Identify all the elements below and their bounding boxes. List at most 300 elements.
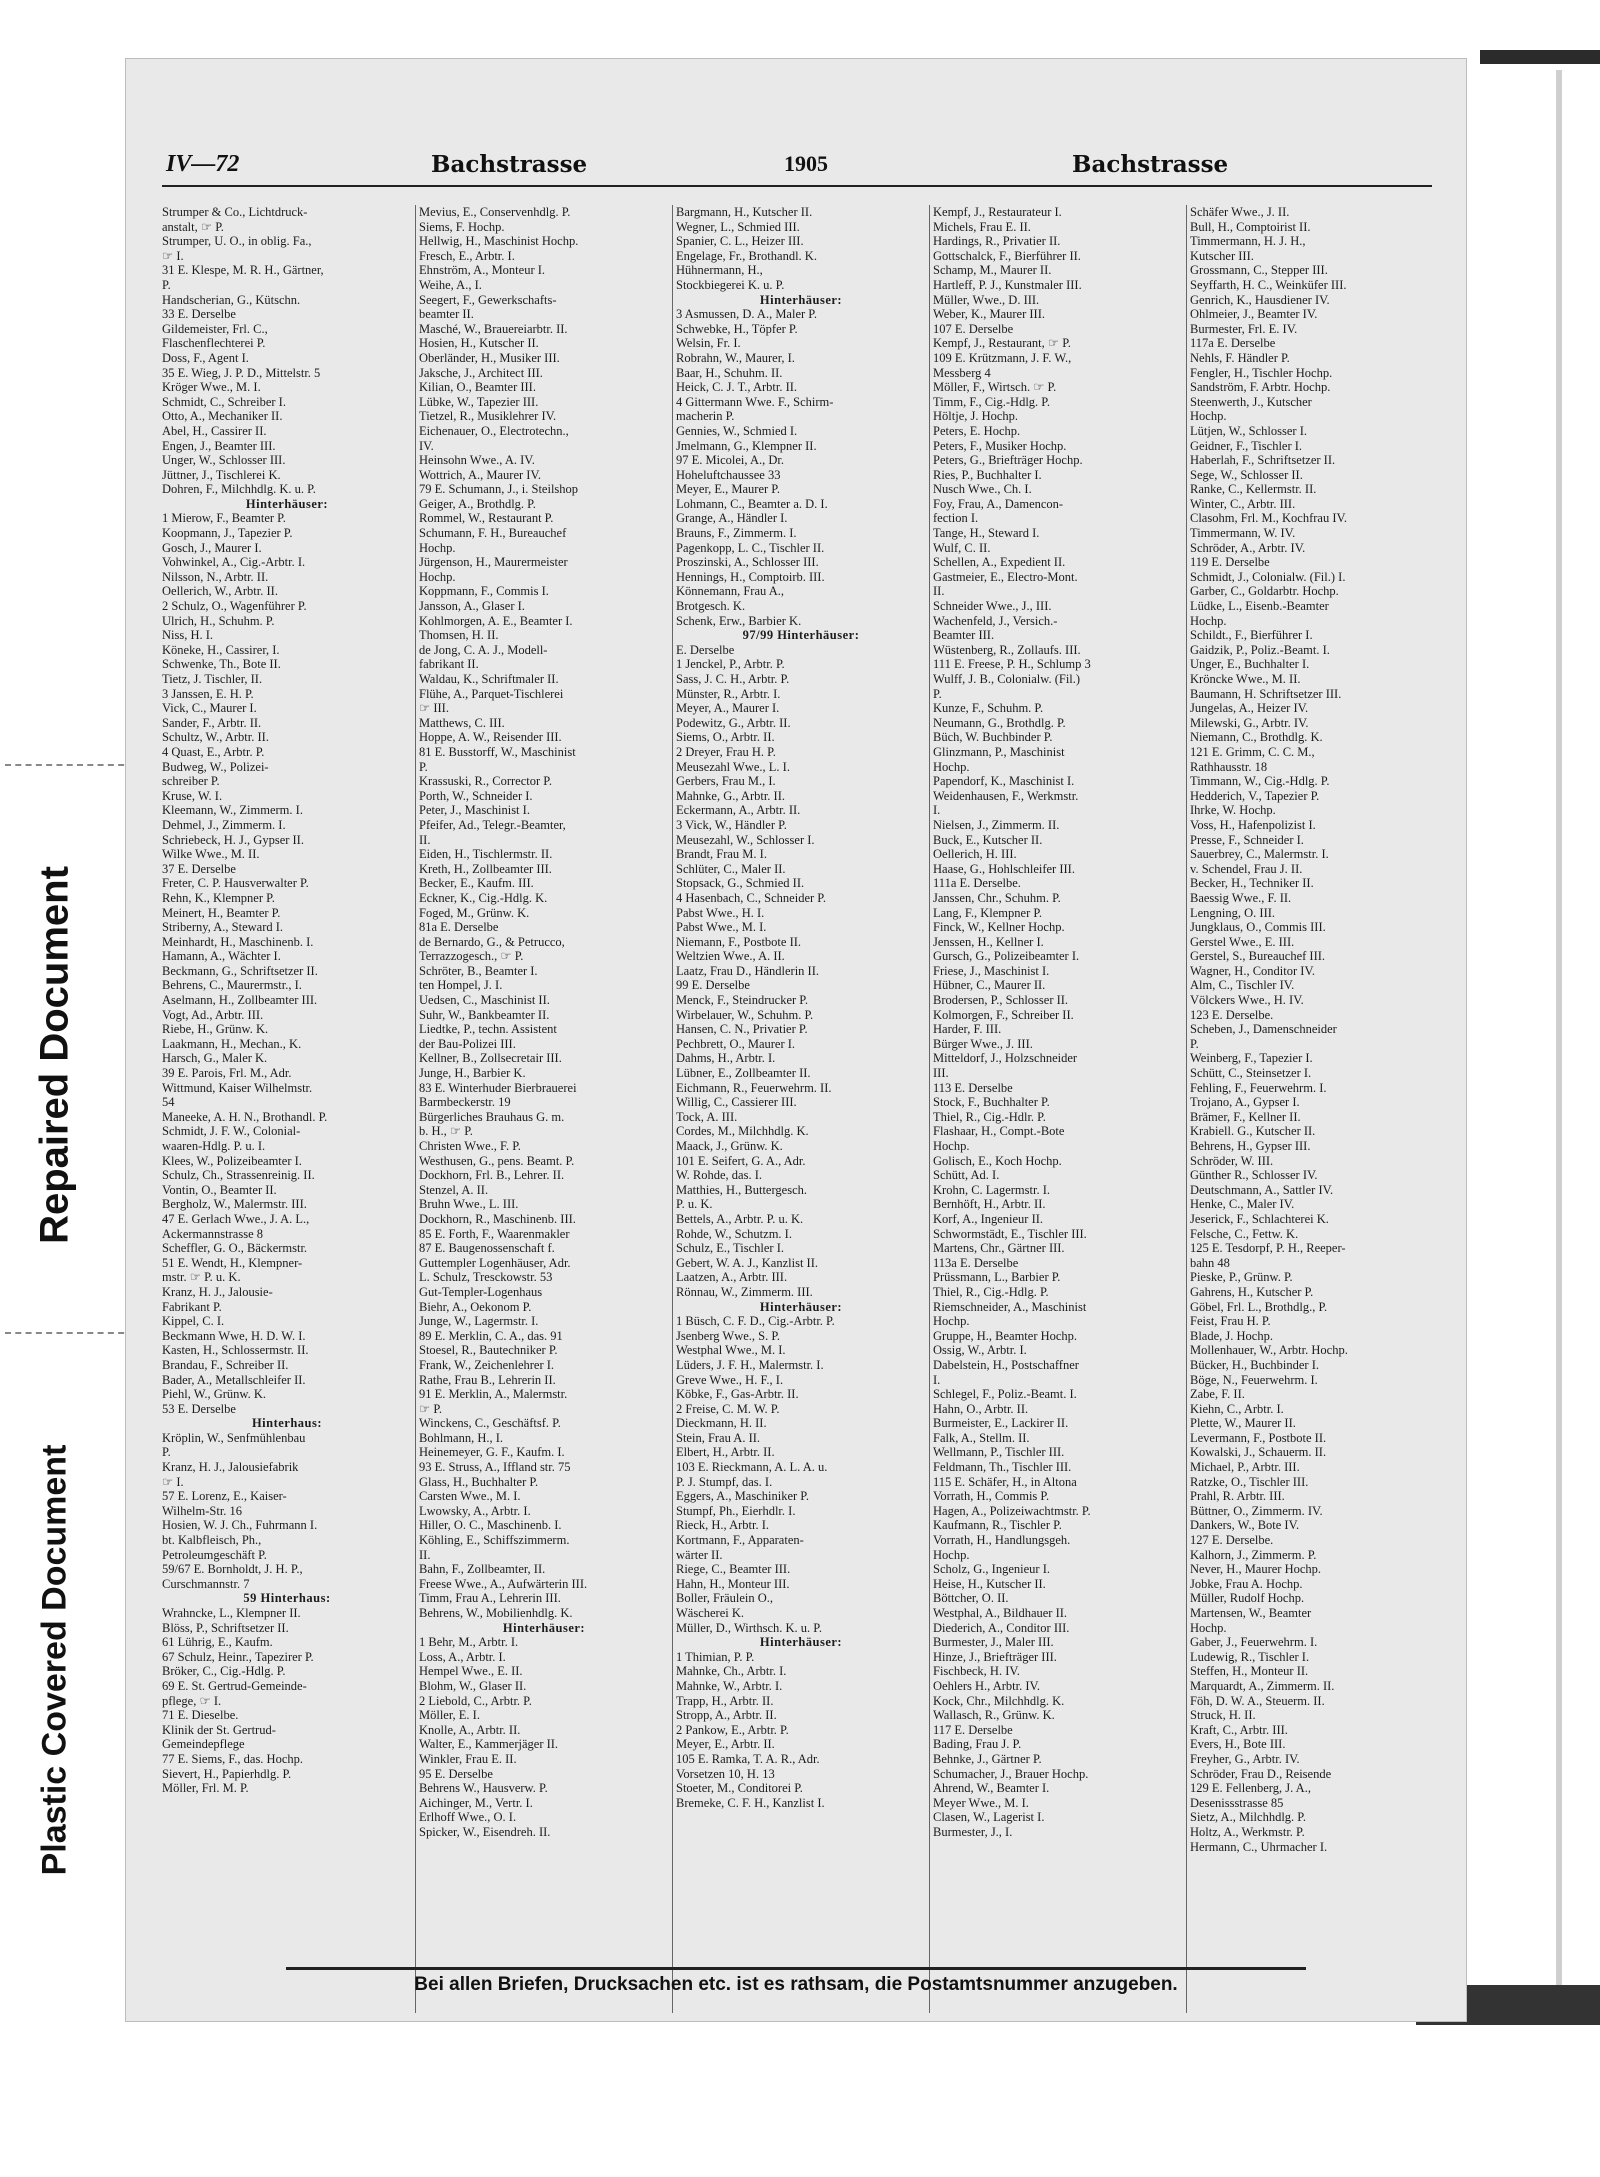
directory-entry: Ossig, W., Arbtr. I. (933, 1343, 1027, 1358)
directory-entry: 59 Hinterhaus: (243, 1591, 331, 1606)
directory-entry: Schriebeck, H. J., Gypser II. (162, 832, 304, 847)
directory-entry: Bruhn Wwe., L. III. (419, 1197, 519, 1212)
directory-entry: 53 E. Derselbe (162, 1401, 236, 1416)
directory-entry: Greve Wwe., H. F., I. (676, 1372, 784, 1387)
directory-entry: P. (162, 1445, 171, 1460)
directory-entry: Voss, H., Hafenpolizist I. (1190, 817, 1316, 832)
directory-entry: 97/99 Hinterhäuser: (742, 628, 860, 643)
directory-column-1 (162, 205, 412, 2013)
directory-entry: P. (162, 277, 171, 292)
directory-entry: Kellner, B., Zollsecretair III. (419, 1051, 562, 1066)
directory-entry: Westphal, A., Bildhauer II. (933, 1606, 1068, 1620)
directory-entry: Jürgenson, H., Maurermeister (419, 555, 568, 570)
directory-entry: Steenwerth, J., Kutscher (1190, 394, 1312, 409)
directory-entry: Stopsack, G., Schmied II. (676, 876, 805, 891)
directory-entry: Wulf, C. II. (933, 540, 991, 555)
directory-entry: 113 E. Derselbe (933, 1080, 1013, 1095)
directory-entry: Schumacher, J., Brauer Hochp. (933, 1766, 1089, 1781)
directory-entry: Scholz, G., Ingenieur I. (933, 1562, 1050, 1577)
directory-entry: de Bernardo, G., & Petrucco, (419, 934, 565, 949)
directory-entry: Eichenauer, O., Electrotechn., (419, 423, 569, 438)
column-divider (415, 205, 416, 2013)
directory-entry: Dahms, H., Arbtr. I. (676, 1051, 776, 1066)
directory-column-4 (933, 205, 1183, 2013)
directory-entry: Felsche, C., Fettw. K. (1190, 1226, 1299, 1241)
directory-entry: Schwormstädt, E., Tischler III. (933, 1226, 1087, 1241)
directory-entry: Bremeke, C. F. H., Kanzlist I. (676, 1795, 825, 1810)
directory-entry: Flaschenflechterei P. (162, 336, 266, 351)
directory-entry: Hinterhaus: (251, 1416, 323, 1431)
directory-entry: Kruse, W. I. (162, 788, 223, 803)
year-heading: 1905 (784, 151, 828, 176)
directory-entry: 57 E. Lorenz, E., Kaiser- (162, 1489, 287, 1504)
directory-entry: Schellen, A., Expedient II. (933, 555, 1066, 570)
directory-entry: Schulz, Ch., Strassenreinig. II. (162, 1168, 315, 1183)
directory-entry: Hochp. (1190, 1620, 1227, 1635)
directory-entry: Schwenke, Th., Bote II. (162, 657, 281, 672)
directory-entry: 1 Behr, M., Arbtr. I. (419, 1635, 519, 1650)
directory-entry: Möller, Frl. M. P. (162, 1781, 249, 1796)
directory-page (125, 58, 1467, 2022)
directory-entry: Eckermann, A., Arbtr. II. (676, 803, 801, 818)
directory-entry: Heick, C. J. T., Arbtr. II. (676, 380, 798, 395)
directory-entry: 1 Mierow, F., Beamter P. (162, 511, 286, 526)
directory-entry: Ahrend, W., Beamter I. (933, 1781, 1050, 1796)
directory-entry: Schlüter, C., Maler II. (676, 861, 786, 876)
directory-entry: Sievert, H., Papierhdlg. P. (162, 1766, 292, 1781)
directory-entry: 123 E. Derselbe. (1190, 1007, 1274, 1022)
directory-entry: Schröder, A., Arbtr. IV. (1190, 540, 1306, 555)
directory-entry: Tietzel, R., Musiklehrer IV. (419, 409, 557, 424)
directory-entry: Haberlah, F., Schriftsetzer II. (1190, 453, 1336, 468)
directory-entry: Kiehn, C., Arbtr. I. (1190, 1401, 1284, 1416)
directory-entry: Presse, F., Schneider I. (1190, 832, 1304, 847)
directory-entry: Baessig Wwe., F. II. (1190, 890, 1292, 905)
directory-entry: 111a E. Derselbe. (933, 876, 1021, 891)
directory-entry: Bargmann, H., Kutscher II. (676, 205, 813, 219)
directory-entry: Scheffler, G. O., Bäckermstr. (162, 1241, 308, 1256)
directory-entry: L. Schulz, Tresckowstr. 53 (419, 1270, 553, 1285)
directory-entry: Foy, Frau, A., Damencon- (933, 496, 1064, 511)
directory-entry: Lütjen, W., Schlosser I. (1190, 423, 1308, 438)
directory-entry: Laakmann, H., Mechan., K. (162, 1036, 302, 1051)
directory-entry: Peters, E. Hochp. (933, 423, 1021, 438)
directory-entry: Hennings, H., Comptoirb. III. (676, 569, 825, 584)
directory-entry: Sandström, F. Arbtr. Hochp. (1190, 380, 1331, 395)
directory-entry: Bürger Wwe., J. III. (933, 1036, 1033, 1051)
directory-entry: 3 Asmussen, D. A., Maler P. (676, 307, 817, 322)
directory-entry: Curschmannstr. 7 (162, 1576, 250, 1591)
directory-entry: Gut-Templer-Logenhaus (419, 1284, 543, 1299)
directory-entry: Behnke, J., Gärtner P. (933, 1751, 1042, 1766)
directory-entry: Willig, C., Cassierer III. (676, 1095, 797, 1110)
directory-entry: Jsenberg Wwe., S. P. (676, 1328, 781, 1343)
directory-entry: Hahn, H., Monteur III. (676, 1576, 790, 1591)
directory-entry: 1 Thimian, P. P. (676, 1649, 755, 1664)
scan-edge (1556, 70, 1562, 2020)
directory-entry: 113a E. Derselbe (933, 1255, 1019, 1270)
directory-entry: Dockhorn, Frl. B., Lehrer. II. (419, 1168, 565, 1183)
directory-entry: Hochp. (1190, 613, 1227, 628)
directory-entry: Kolmorgen, F., Schreiber II. (933, 1007, 1074, 1022)
directory-entry: Rohde, W., Schutzm. I. (676, 1226, 792, 1241)
directory-entry: 3 Vick, W., Händler P. (676, 817, 787, 832)
directory-entry: Müller, Wwe., D. III. (933, 292, 1040, 307)
directory-entry: Peters, F., Musiker Hochp. (933, 438, 1067, 453)
directory-entry: Grossmann, C., Stepper III. (1190, 263, 1328, 278)
directory-entry: Hempel Wwe., E. II. (419, 1664, 523, 1679)
footer-notice: Bei allen Briefen, Drucksachen etc. ist es rathsam, die Postamtsnummer anzugeben. (414, 1974, 1178, 1995)
directory-entry: Unger, E., Buchhalter I. (1190, 657, 1310, 672)
directory-entry: Welsin, Fr. I. (676, 336, 741, 351)
directory-entry: Kranz, H. J., Jalousiefabrik (162, 1460, 299, 1475)
directory-entry: Lübner, E., Zollbeamter II. (676, 1066, 811, 1081)
directory-entry: Krohn, C. Lagermstr. I. (933, 1182, 1050, 1197)
directory-entry: Junge, H., Barbier K. (419, 1066, 526, 1081)
directory-column-5 (1190, 205, 1432, 2013)
directory-entry: Schlegel, F., Poliz.-Beamt. I. (933, 1387, 1077, 1402)
directory-entry: Hartleff, P. J., Kunstmaler III. (933, 277, 1082, 292)
directory-entry: Kempf, J., Restaurant, ☞ P. (933, 336, 1071, 351)
directory-entry: Köhling, E., Schiffszimmerm. (419, 1533, 570, 1548)
directory-entry: Wellmann, P., Tischler III. (933, 1445, 1065, 1460)
directory-entry: Gemeindepflege (162, 1737, 245, 1752)
directory-entry: Golisch, E., Koch Hochp. (933, 1153, 1062, 1168)
directory-entry: Lohmann, C., Beamter a. D. I. (676, 496, 828, 511)
directory-entry: Steffen, H., Monteur II. (1190, 1664, 1309, 1679)
directory-entry: Ackermannstrasse 8 (162, 1226, 264, 1241)
directory-entry: Kaufmann, R., Tischler P. (933, 1518, 1062, 1533)
directory-entry: 3 Janssen, E. H. P. (162, 686, 254, 701)
directory-column-3 (676, 205, 926, 2013)
directory-entry: Niemann, F., Postbote II. (676, 934, 802, 949)
directory-entry: Hochp. (933, 1139, 970, 1153)
directory-entry: Stoesel, R., Bautechniker P. (419, 1343, 558, 1358)
directory-entry: Winckens, C., Geschäftsf. P. (419, 1416, 561, 1431)
directory-entry: Doss, F., Agent I. (162, 350, 249, 365)
directory-entry: Eggers, A., Maschiniker P. (676, 1489, 809, 1504)
directory-entry: Fresch, E., Arbtr. I. (419, 248, 515, 263)
directory-entry: Korf, A., Ingenieur II. (933, 1211, 1044, 1226)
directory-entry: der Bau-Polizei III. (419, 1036, 516, 1051)
directory-entry: Nehls, F. Händler P. (1190, 350, 1290, 365)
directory-entry: Kasten, H., Schlossermstr. II. (162, 1343, 309, 1358)
directory-entry: Struck, H. II. (1190, 1708, 1256, 1723)
directory-entry: Schumann, F. H., Bureauchef (419, 526, 567, 541)
directory-entry: Scheben, J., Damenschneider (1190, 1022, 1337, 1037)
directory-entry: Brauns, F., Zimmerm. I. (676, 526, 797, 541)
directory-entry: Pieske, P., Grünw. P. (1190, 1270, 1293, 1285)
directory-entry: Brotgesch. K. (676, 599, 746, 614)
directory-entry: Eiden, H., Tischlermstr. II. (419, 847, 553, 862)
directory-entry: Burmester, J., I. (933, 1824, 1013, 1839)
directory-entry: Burmester, Frl. E. IV. (1190, 321, 1298, 336)
directory-entry: Hochp. (1190, 409, 1227, 424)
directory-entry: Timmermann, W. IV. (1190, 526, 1296, 541)
directory-entry: Oellerich, H. III. (933, 847, 1017, 862)
directory-entry: Hochp. (419, 540, 456, 555)
directory-entry: ☞ III. (419, 701, 449, 716)
directory-entry: Nilsson, N., Arbtr. II. (162, 569, 269, 584)
directory-entry: 121 E. Grimm, C. C. M., (1190, 744, 1315, 759)
directory-entry: Kock, Chr., Milchhdlg. K. (933, 1693, 1065, 1708)
directory-entry: Göbel, Frl. L., Brothdlg., P. (1190, 1299, 1328, 1314)
directory-entry: Schmidt, J. F. W., Colonial- (162, 1124, 301, 1139)
directory-entry: 31 E. Klespe, M. R. H., Gärtner, (162, 263, 324, 278)
directory-entry: Rieck, H., Arbtr. I. (676, 1518, 770, 1533)
directory-entry: 59/67 E. Bornholdt, J. H. P., (162, 1562, 303, 1577)
directory-entry: Brandt, Frau M. I. (676, 847, 767, 862)
directory-entry: ☞ P. (419, 1401, 443, 1416)
directory-entry: Uedsen, C., Maschinist II. (419, 993, 550, 1008)
directory-entry: Mitteldorf, J., Holzschneider (933, 1051, 1078, 1066)
directory-entry: Höltje, J. Hochp. (933, 409, 1019, 424)
directory-entry: Seyffarth, H. C., Weinküfer III. (1190, 277, 1347, 292)
directory-entry: Sietz, A., Milchhdlg. P. (1190, 1810, 1306, 1825)
directory-entry: mstr. ☞ P. u. K. (162, 1270, 241, 1285)
directory-entry: Dohren, F., Milchhdlg. K. u. P. (162, 482, 316, 497)
directory-entry: Hinterhäuser: (245, 496, 329, 511)
directory-entry: Hahn, O., Arbtr. II. (933, 1401, 1029, 1416)
directory-entry: Büttner, O., Zimmerm. IV. (1190, 1503, 1323, 1518)
directory-entry: pflege, ☞ I. (162, 1693, 222, 1708)
directory-entry: Meyer Wwe., M. I. (933, 1795, 1029, 1810)
directory-entry: Spanier, C. L., Heizer III. (676, 234, 804, 249)
directory-entry: Glinzmann, P., Maschinist (933, 744, 1065, 759)
directory-entry: Kröplin, W., Senfmühlenbau (162, 1430, 306, 1445)
directory-entry: Winkler, Frau E. II. (419, 1751, 517, 1766)
directory-entry: Westhusen, G., pens. Beamt. P. (419, 1153, 575, 1168)
directory-entry: 4 Hasenbach, C., Schneider P. (676, 890, 826, 905)
directory-entry: ☞ I. (162, 248, 184, 263)
directory-entry: Tange, H., Steward I. (933, 526, 1040, 541)
directory-entry: Dankers, W., Bote IV. (1190, 1518, 1300, 1533)
repaired-document-label: Repaired Document (32, 866, 77, 1244)
directory-entry: Hinterhäuser: (759, 1635, 843, 1650)
directory-entry: Pechbrett, O., Maurer I. (676, 1036, 796, 1051)
directory-entry: Tietz, J. Tischler, II. (162, 672, 263, 686)
directory-entry: Harsch, G., Maler K. (162, 1051, 268, 1066)
directory-entry: Schildt., F., Bierführer I. (1190, 628, 1313, 643)
directory-entry: de Jong, C. A. J., Modell- (419, 642, 548, 657)
directory-entry: Stein, Frau A. II. (676, 1430, 761, 1445)
directory-entry: Winter, C., Arbtr. III. (1190, 496, 1296, 511)
directory-entry: 129 E. Fellenberg, J. A., (1190, 1781, 1311, 1796)
directory-entry: Pagenkopp, L. C., Tischler II. (676, 540, 825, 555)
directory-entry: Gruppe, H., Beamter Hochp. (933, 1328, 1078, 1343)
directory-entry: Blöss, P., Schriftsetzer II. (162, 1620, 289, 1635)
directory-entry: Feldmann, Th., Tischler III. (933, 1460, 1072, 1475)
directory-entry: Riemschneider, A., Maschinist (933, 1299, 1087, 1314)
directory-entry: Beckmann Wwe, H. D. W. I. (162, 1328, 306, 1343)
directory-entry: Kraft, C., Arbtr. III. (1190, 1722, 1288, 1737)
street-heading-left: Bachstrasse (431, 151, 588, 178)
directory-entry: 117a E. Derselbe (1190, 336, 1276, 351)
directory-entry: Heise, H., Kutscher II. (933, 1576, 1046, 1591)
directory-entry: Klees, W., Polizeibeamter I. (162, 1153, 302, 1168)
directory-entry: 89 E. Merklin, C. A., das. 91 (419, 1328, 563, 1343)
directory-entry: Thiel, R., Cig.-Hdlr. P. (933, 1109, 1046, 1124)
directory-entry: Wagner, H., Conditor IV. (1190, 963, 1315, 978)
directory-entry: Schenk, Erw., Barbier K. (676, 613, 802, 628)
directory-entry: 2 Dreyer, Frau H. P. (676, 744, 776, 759)
directory-entry: Hagen, A., Polizeiwachtmstr. P. (933, 1503, 1091, 1518)
directory-entry: Alm, C., Tischler IV. (1190, 978, 1295, 993)
directory-entry: Wäscherei K. (676, 1606, 745, 1620)
directory-entry: Timmann, W., Cig.-Hdlg. P. (1190, 774, 1330, 789)
directory-entry: Stock, F., Buchhalter P. (933, 1095, 1050, 1110)
directory-entry: Münster, R., Arbtr. I. (676, 686, 781, 701)
directory-entry: Laatz, Frau D., Händlerin II. (676, 963, 819, 978)
directory-entry: Fabrikant P. (162, 1299, 222, 1314)
directory-entry: Jungklaus, O., Commis III. (1190, 920, 1326, 935)
directory-entry: Strumper, U. O., in oblig. Fa., (162, 234, 312, 249)
directory-entry: Kalhorn, J., Zimmerm. P. (1190, 1547, 1317, 1562)
directory-entry: Jeserick, F., Schlachterei K. (1190, 1211, 1329, 1226)
directory-entry: Engelage, Fr., Brothandl. K. (676, 248, 817, 263)
footer-rule (286, 1967, 1306, 1970)
directory-entry: Flashaar, H., Compt.-Bote (933, 1124, 1065, 1139)
directory-entry: Gildemeister, Frl. C., (162, 321, 268, 336)
directory-entry: Könnemann, Frau A., (676, 584, 784, 599)
directory-entry: Jüttner, J., Tischlerei K. (162, 467, 281, 482)
directory-entry: Peter, J., Maschinist I. (419, 803, 530, 818)
directory-entry: Desenissstrasse 85 (1190, 1795, 1284, 1810)
directory-entry: Ehnström, A., Monteur I. (419, 263, 546, 278)
directory-entry: Köneke, H., Cassirer, I. (162, 642, 280, 657)
directory-entry: Engen, J., Beamter III. (162, 438, 276, 453)
directory-entry: Levermann, F., Postbote II. (1190, 1430, 1327, 1445)
directory-entry: Gottschalck, F., Bierführer II. (933, 248, 1081, 263)
directory-entry: Pabst Wwe., M. I. (676, 920, 767, 935)
directory-entry: Finck, W., Kellner Hochp. (933, 920, 1065, 935)
directory-column-2 (419, 205, 669, 2013)
directory-entry: Gerbers, Frau M., I. (676, 774, 776, 789)
directory-entry: Loss, A., Arbtr. I. (419, 1649, 506, 1664)
directory-entry: Hardings, R., Privatier II. (933, 234, 1061, 249)
directory-entry: III. (933, 1066, 949, 1081)
directory-entry: Bading, Frau J. P. (933, 1737, 1022, 1752)
directory-entry: Zabe, F. II. (1190, 1387, 1245, 1402)
directory-entry: Günther R., Schlosser IV. (1190, 1168, 1318, 1183)
directory-entry: Koppmann, F., Commis I. (419, 584, 549, 599)
directory-entry: Möller, E. I. (419, 1708, 480, 1723)
directory-entry: Nielsen, J., Zimmerm. II. (933, 817, 1060, 832)
directory-entry: Handscherian, G., Kütschn. (162, 292, 301, 307)
directory-entry: Trapp, H., Arbtr. II. (676, 1693, 774, 1708)
directory-entry: Knolle, A., Arbtr. II. (419, 1722, 521, 1737)
directory-entry: 83 E. Winterhuder Bierbrauerei (419, 1080, 577, 1095)
directory-entry: Maneeke, A. H. N., Brothandl. P. (162, 1109, 328, 1124)
directory-entry: Messberg 4 (933, 365, 991, 380)
directory-entry: Wottrich, A., Maurer IV. (419, 467, 542, 482)
directory-entry: Stockbiegerei K. u. P. (676, 277, 785, 292)
directory-entry: Seegert, F., Gewerkschafts- (419, 292, 557, 307)
directory-entry: Dabelstein, H., Postschaffner (933, 1357, 1079, 1372)
directory-entry: v. Schendel, Frau J. II. (1190, 861, 1303, 876)
directory-entry: Harder, F. III. (933, 1022, 1002, 1037)
directory-entry: Rommel, W., Restaurant P. (419, 511, 554, 526)
directory-entry: Geidner, F., Tischler I. (1190, 438, 1303, 453)
directory-entry: Ulrich, H., Schuhm. P. (162, 613, 275, 628)
directory-entry: Nusch Wwe., Ch. I. (933, 482, 1032, 497)
directory-entry: Elbert, H., Arbtr. II. (676, 1445, 775, 1460)
directory-entry: Feist, Frau H. P. (1190, 1314, 1271, 1329)
directory-entry: 37 E. Derselbe (162, 861, 236, 876)
directory-entry: Robrahn, W., Maurer, I. (676, 350, 795, 365)
directory-entry: Mahnke, Ch., Arbtr. I. (676, 1664, 787, 1679)
directory-entry: Jaksche, J., Architect III. (419, 365, 543, 380)
directory-entry: Evers, H., Bote III. (1190, 1737, 1286, 1752)
directory-entry: Waldau, K., Schriftmaler II. (419, 672, 559, 686)
directory-entry: Matthews, C. III. (419, 715, 505, 730)
directory-entry: Hühnermann, H., (676, 263, 763, 278)
directory-entry: Riebe, H., Grünw. K. (162, 1022, 269, 1037)
directory-entry: Foged, M., Grünw. K. (419, 905, 530, 920)
directory-entry: b. H., ☞ P. (419, 1124, 473, 1139)
scan-edge-bar (1480, 50, 1600, 64)
directory-entry: Guttempler Logenhäuser, Adr. (419, 1255, 571, 1270)
directory-entry: Abel, H., Cassirer II. (162, 423, 267, 438)
directory-entry: Jenssen, H., Kellner I. (933, 934, 1044, 949)
directory-entry: Budweg, W., Polizei- (162, 759, 269, 774)
directory-entry: Bürgerliches Brauhaus G. m. (419, 1109, 565, 1124)
directory-entry: Piehl, W., Grünw. K. (162, 1387, 267, 1402)
directory-entry: Hochp. (933, 759, 970, 774)
directory-entry: Lengning, O. III. (1190, 905, 1276, 920)
directory-entry: Matthies, H., Buttergesch. (676, 1182, 807, 1197)
directory-entry: Fischbeck, H. IV. (933, 1664, 1020, 1679)
directory-entry: 4 Gittermann Wwe. F., Schirm- (676, 394, 834, 409)
directory-entry: Gebert, W. A. J., Kanzlist II. (676, 1255, 818, 1270)
directory-entry: Porth, W., Schneider I. (419, 788, 533, 803)
directory-entry: Gastmeier, E., Electro-Mont. (933, 569, 1078, 584)
directory-entry: Siems, F. Hochp. (419, 219, 505, 234)
directory-entry: Gahrens, H., Kutscher P. (1190, 1284, 1314, 1299)
column-divider (1186, 205, 1187, 2013)
directory-entry: Dehmel, J., Zimmerm. I. (162, 817, 286, 832)
directory-entry: 111 E. Freese, P. H., Schlump 3 (933, 657, 1091, 672)
directory-entry: Meusezahl, W., Schlosser I. (676, 832, 815, 847)
directory-entry: Büch, W. Buchbinder P. (933, 730, 1053, 745)
directory-entry: Wilhelm-Str. 16 (162, 1503, 243, 1518)
directory-entry: Jmelmann, G., Klempner II. (676, 438, 817, 453)
directory-entry: Becker, H., Techniker II. (1190, 876, 1314, 891)
directory-entry: Timmermann, H. J. H., (1190, 234, 1306, 249)
directory-entry: Gursch, G., Polizeibeamter I. (933, 949, 1080, 964)
directory-entry: P. J. Stumpf, das. I. (676, 1474, 773, 1489)
directory-entry: Never, H., Maurer Hochp. (1190, 1562, 1322, 1577)
directory-entry: Schamp, M., Maurer II. (933, 263, 1052, 278)
directory-entry: 35 E. Wieg, J. P. D., Mittelstr. 5 (162, 365, 321, 380)
directory-entry: Bröker, C., Cig.-Hdlg. P. (162, 1664, 286, 1679)
directory-entry: Janssen, Chr., Schuhm. P. (933, 890, 1061, 905)
directory-entry: Behrens, C., Maurermstr., I. (162, 978, 302, 993)
directory-entry: Lüdke, L., Eisenb.-Beamter (1190, 599, 1329, 614)
directory-entry: Vorrath, H., Handlungsgeh. (933, 1533, 1071, 1548)
directory-entry: Laatzen, A., Arbtr. III. (676, 1270, 788, 1285)
directory-entry: Rehn, K., Klempner P. (162, 890, 275, 905)
directory-entry: Brandau, F., Schreiber II. (162, 1357, 289, 1372)
directory-entry: 51 E. Wendt, H., Klempner- (162, 1255, 303, 1270)
directory-entry: Lüders, J. F. H., Malermstr. I. (676, 1357, 824, 1372)
directory-entry: Schütt, Ad. I. (933, 1168, 1000, 1183)
directory-entry: Schröder, W. III. (1190, 1153, 1274, 1168)
directory-entry: Schultz, W., Arbtr. II. (162, 730, 269, 745)
directory-entry: Mevius, E., Conservenhdlg. P. (419, 205, 571, 219)
directory-entry: wärter II. (676, 1547, 723, 1562)
directory-entry: Kranz, H. J., Jalousie- (162, 1284, 273, 1299)
